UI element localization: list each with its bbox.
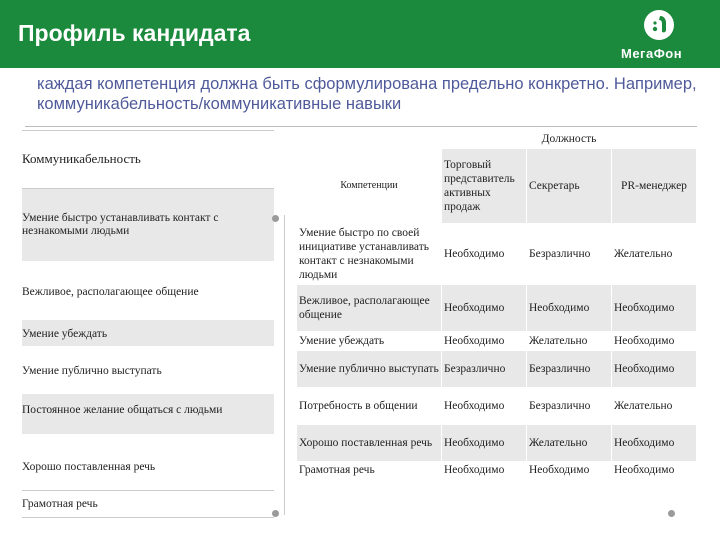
panel-divider [284, 215, 285, 515]
left-panel-item: Вежливое, располагающее общение [22, 286, 199, 298]
cell-value: Необходимо [612, 332, 697, 351]
left-panel-heading: Коммуникабельность [22, 151, 141, 166]
cell-value: Желательно [612, 388, 697, 425]
left-panel-item: Грамотная речь [22, 498, 98, 510]
row-name: Грамотная речь [297, 462, 442, 499]
left-panel-line [22, 130, 274, 131]
slide-dot [668, 510, 675, 517]
cell-value: Необходимо [612, 351, 697, 388]
cell-value: Безразлично [527, 351, 612, 388]
row-name: Умение быстро по своей инициативе устанавливать контакт с незнакомыми людьми [297, 224, 442, 285]
cell-value: Необходимо [612, 285, 697, 332]
divider [25, 126, 697, 127]
cell-value: Безразлично [527, 388, 612, 425]
competency-table [296, 129, 697, 499]
cell-value: Желательно [612, 224, 697, 285]
slide-dot [272, 510, 279, 517]
column-header: PR-менеджер [612, 149, 697, 224]
cell-value: Необходимо [442, 285, 527, 332]
logo-text: МегаФон [621, 46, 683, 61]
group-header: Должность [442, 130, 697, 149]
left-panel-item: Умение убеждать [22, 328, 108, 340]
left-panel-line [22, 490, 274, 491]
left-panel-item: Умение быстро устанавливать контакт с незнакомыми людьми [22, 212, 219, 237]
cell-value: Необходимо [612, 462, 697, 499]
cell-value: Необходимо [442, 425, 527, 462]
corner-label: Компетенции [297, 149, 442, 224]
cell-value: Необходимо [442, 332, 527, 351]
row-name: Хорошо поставленная речь [297, 425, 442, 462]
header-bar [0, 0, 720, 68]
cell-value: Необходимо [442, 462, 527, 499]
left-panel-item: Умение публично выступать [22, 365, 162, 377]
page-title: Профиль кандидата [18, 20, 251, 46]
cell-value: Безразлично [527, 224, 612, 285]
megafon-logo-icon [644, 10, 674, 40]
column-header: Торговый представитель активных продаж [442, 149, 527, 224]
left-panel-line [22, 517, 274, 518]
cell-value: Необходимо [442, 388, 527, 425]
cell-value: Необходимо [612, 425, 697, 462]
cell-value: Необходимо [527, 462, 612, 499]
row-name: Вежливое, располагающее общение [297, 285, 442, 332]
row-name: Умение убеждать [297, 332, 442, 351]
row-name: Умение публично выступать [297, 351, 442, 388]
left-panel-item: Постоянное желание общаться с людьми [22, 404, 223, 416]
left-panel-item: Хорошо поставленная речь [22, 461, 156, 473]
cell-value: Безразлично [442, 351, 527, 388]
cell-value: Необходимо [442, 224, 527, 285]
cell-value: Желательно [527, 425, 612, 462]
cell-value: Желательно [527, 332, 612, 351]
column-header: Секретарь [527, 149, 612, 224]
cell-value: Необходимо [527, 285, 612, 332]
row-name: Потребность в общении [297, 388, 442, 425]
slide-dot [272, 215, 279, 222]
subtitle: каждая компетенция должна быть сформулирована предельно конкретно. Например, коммуникабельность/коммуникативные навыки [37, 75, 697, 113]
